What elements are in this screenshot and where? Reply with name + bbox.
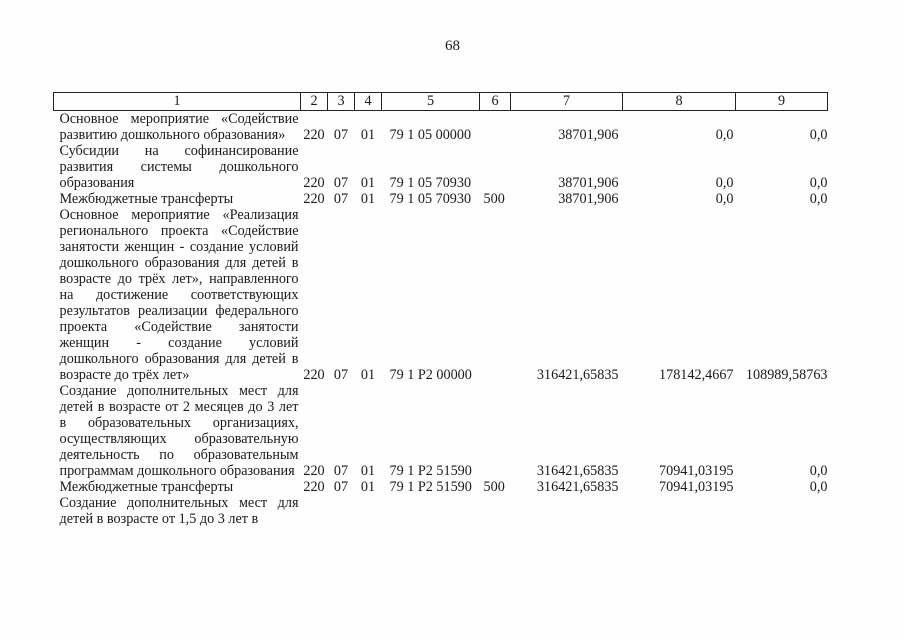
row-csr: 79 1 P2 51590 <box>389 479 472 495</box>
header-col-3: 3 <box>328 93 355 111</box>
row-gr: 220 <box>303 479 325 495</box>
row-value-2 <box>623 495 736 527</box>
row-value-2: 178142,4667 <box>659 367 734 383</box>
table-row <box>54 383 828 479</box>
row-gr: 220 <box>303 191 325 207</box>
row-pr: 01 <box>360 175 376 191</box>
row-value-3 <box>736 495 828 527</box>
row-rz <box>328 495 355 527</box>
page-number: 68 <box>445 38 460 54</box>
row-rz: 07 <box>333 191 349 207</box>
header-col-6: 6 <box>480 93 511 111</box>
row-value-3: 108989,58763 <box>745 367 828 383</box>
header-col-9: 9 <box>736 93 828 111</box>
header-col-1: 1 <box>54 93 301 111</box>
row-pr: 01 <box>360 127 376 143</box>
row-pr <box>355 495 382 527</box>
row-value-3: 0,0 <box>809 127 828 143</box>
row-vr: 500 <box>483 191 505 207</box>
row-name: Межбюджетные трансферты <box>59 479 234 495</box>
table-row <box>54 143 828 191</box>
row-value-3: 0,0 <box>809 175 828 191</box>
row-vr: 500 <box>483 479 505 495</box>
row-rz: 07 <box>333 175 349 191</box>
row-gr: 220 <box>303 175 325 191</box>
row-vr <box>480 111 511 144</box>
row-value-3: 0,0 <box>809 479 828 495</box>
table-row <box>54 207 828 383</box>
row-value-2: 0,0 <box>715 175 734 191</box>
column-number-header <box>54 93 828 111</box>
row-csr: 79 1 05 70930 <box>389 175 472 191</box>
row-rz: 07 <box>333 463 349 479</box>
row-name: Создание дополнительных мест для детей в возрасте от 2 месяцев до 3 лет в образовательных организациях, осуществляющих образовательную деятельность по образовательным программам дошкольного образования <box>59 383 299 479</box>
row-value-2: 0,0 <box>715 191 734 207</box>
row-name: Основное мероприятие «Реализация регионального проекта «Содействие занятости женщин - создание условий дошкольного образования для детей в возрасте до трёх лет», направленного на достижение соответствующих результатов реализации федерального проекта «Содействие занятости женщин - создание условий дошкольного образования для детей в возрасте до трёх лет» <box>59 207 299 383</box>
row-name: Межбюджетные трансферты <box>59 191 234 207</box>
row-value-1: 316421,65835 <box>536 463 619 479</box>
budget-table <box>53 92 828 527</box>
row-gr: 220 <box>303 367 325 383</box>
row-value-1 <box>511 495 623 527</box>
row-rz: 07 <box>333 479 349 495</box>
row-gr <box>301 495 328 527</box>
row-csr: 79 1 P2 51590 <box>389 463 472 479</box>
row-value-1: 38701,906 <box>558 127 619 143</box>
header-col-8: 8 <box>623 93 736 111</box>
table-row <box>54 111 828 144</box>
row-name: Субсидии на софинансирование развития системы дошкольного образования <box>59 143 299 191</box>
row-gr: 220 <box>303 463 325 479</box>
row-rz: 07 <box>333 367 349 383</box>
row-pr: 01 <box>360 367 376 383</box>
row-value-1: 316421,65835 <box>536 479 619 495</box>
row-value-1: 38701,906 <box>558 191 619 207</box>
row-name: Создание дополнительных мест для детей в возрасте от 1,5 до 3 лет в <box>59 495 299 527</box>
row-rz: 07 <box>333 127 349 143</box>
row-pr: 01 <box>360 479 376 495</box>
row-vr <box>480 207 511 383</box>
row-vr <box>480 383 511 479</box>
header-col-5: 5 <box>382 93 480 111</box>
table-row <box>54 495 828 527</box>
row-value-2: 70941,03195 <box>659 479 734 495</box>
row-value-2: 0,0 <box>715 127 734 143</box>
table-row <box>54 479 828 495</box>
table-row <box>54 191 828 207</box>
row-vr <box>480 143 511 191</box>
row-csr: 79 1 05 70930 <box>389 191 472 207</box>
header-col-2: 2 <box>301 93 328 111</box>
row-pr: 01 <box>360 191 376 207</box>
row-name: Основное мероприятие «Содействие развитию дошкольного образования» <box>59 111 299 143</box>
header-col-7: 7 <box>511 93 623 111</box>
row-pr: 01 <box>360 463 376 479</box>
row-gr: 220 <box>303 127 325 143</box>
row-vr <box>480 495 511 527</box>
header-col-4: 4 <box>355 93 382 111</box>
row-value-1: 38701,906 <box>558 175 619 191</box>
row-value-1: 316421,65835 <box>536 367 619 383</box>
row-csr: 79 1 P2 00000 <box>389 367 472 383</box>
row-csr: 79 1 05 00000 <box>389 127 472 143</box>
row-value-3: 0,0 <box>809 191 828 207</box>
row-value-2: 70941,03195 <box>659 463 734 479</box>
row-value-3: 0,0 <box>809 463 828 479</box>
row-csr <box>382 495 480 527</box>
